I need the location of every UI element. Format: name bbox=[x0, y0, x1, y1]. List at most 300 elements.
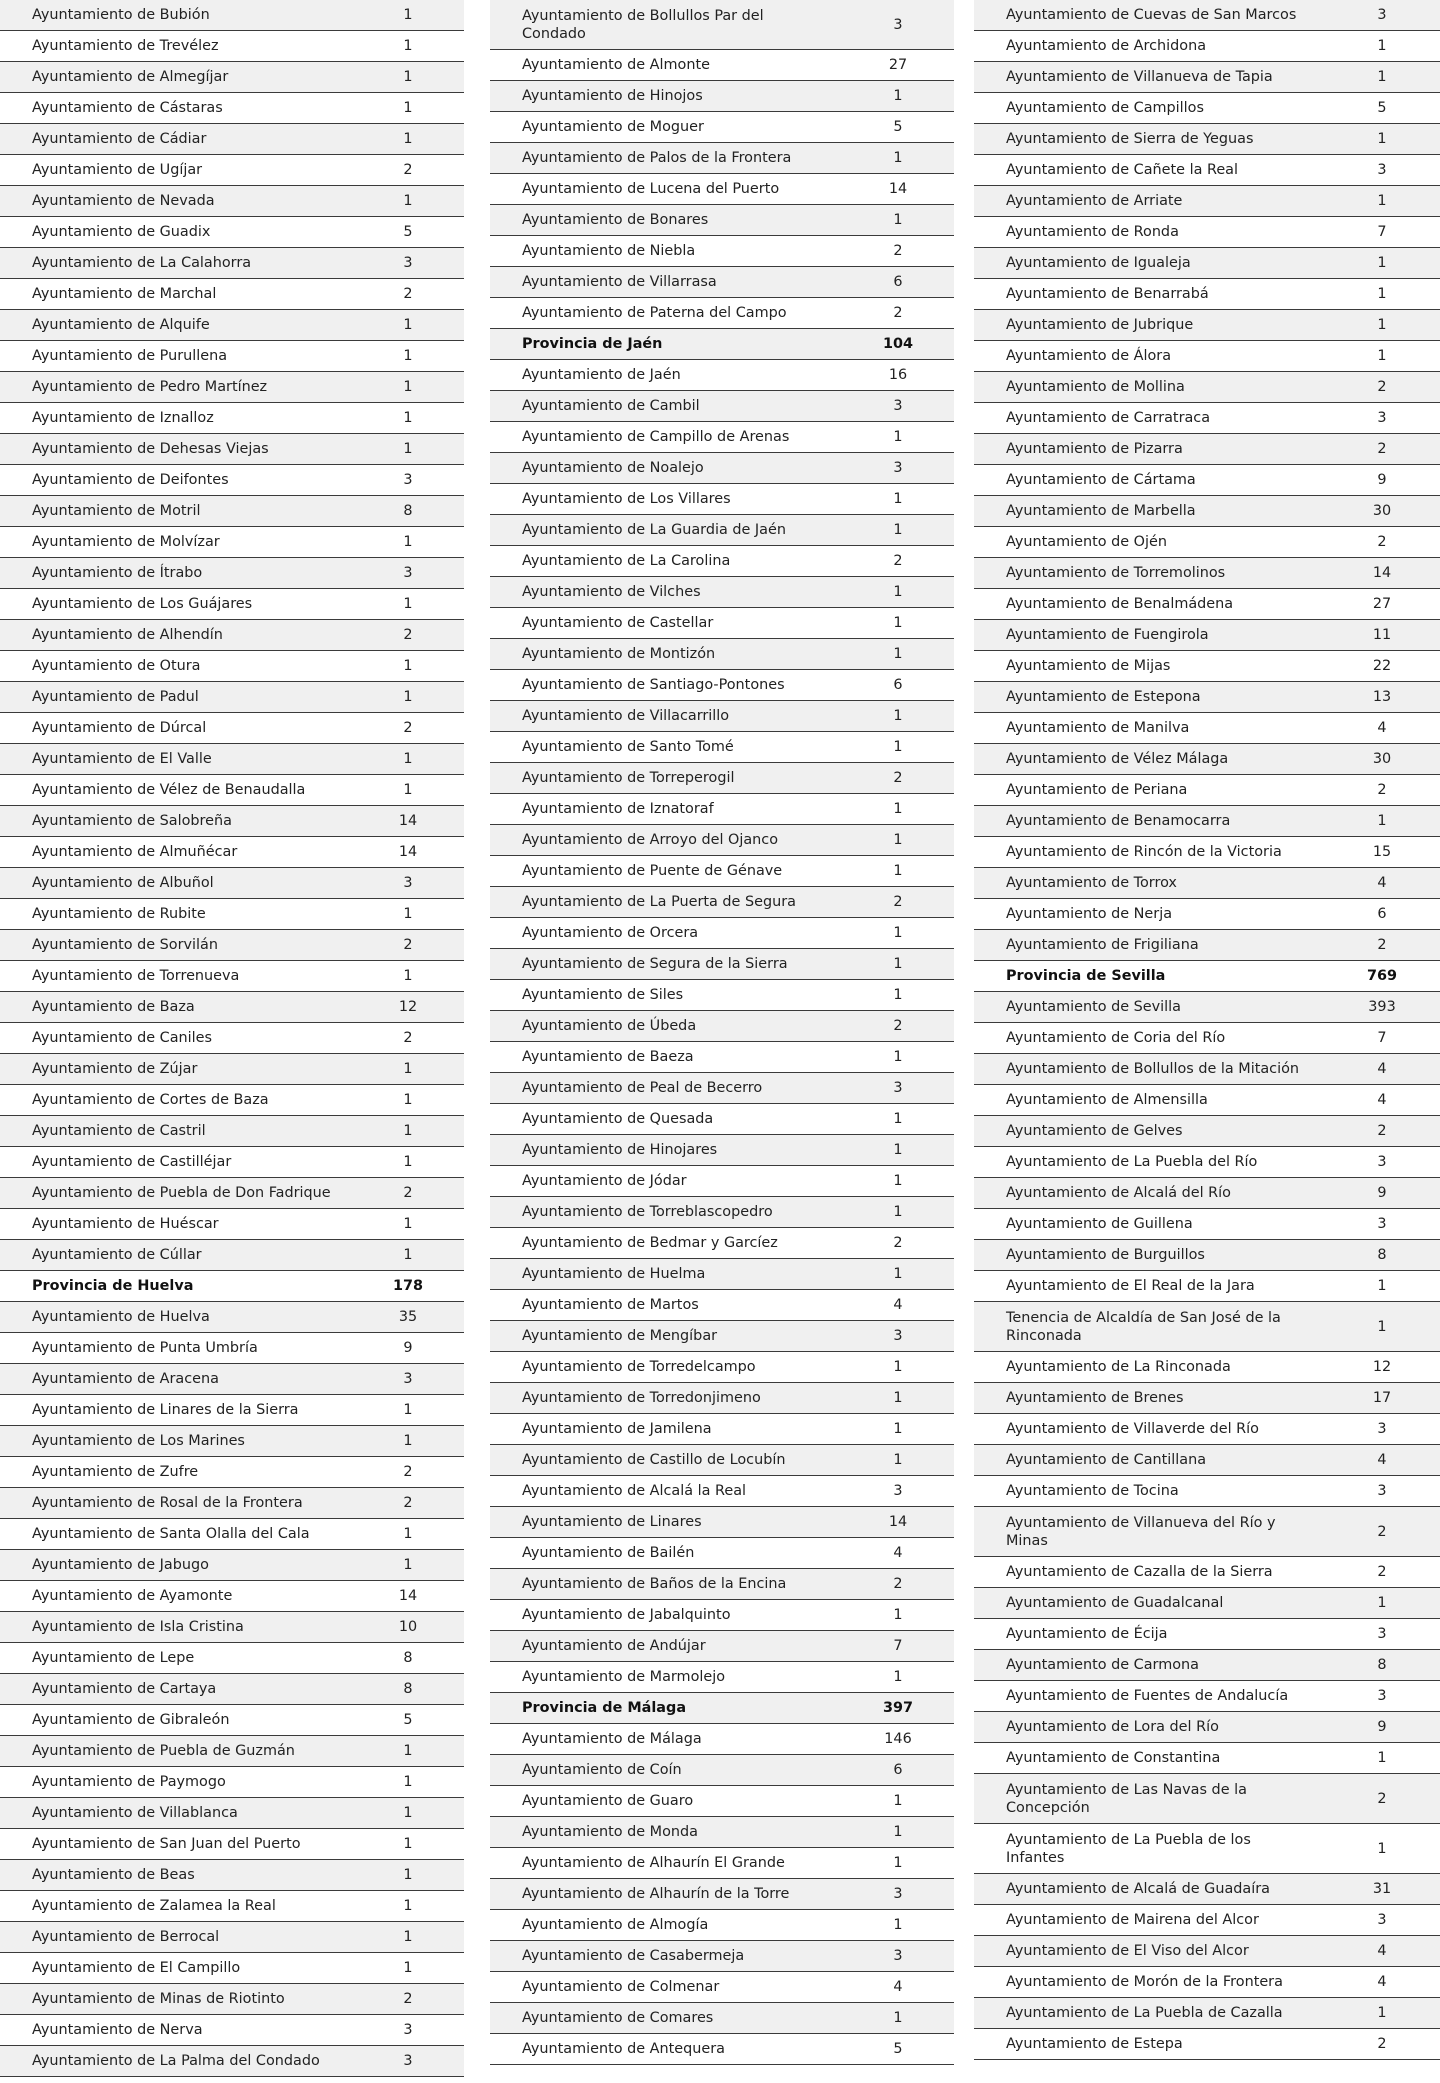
table-row bbox=[490, 298, 954, 329]
table-row bbox=[974, 620, 1440, 651]
row-count: 2 bbox=[893, 305, 903, 321]
table-row bbox=[974, 31, 1440, 62]
row-count: 3 bbox=[1377, 410, 1387, 426]
row-count: 1 bbox=[1377, 2005, 1387, 2021]
municipality-name: Ayuntamiento de Torremolinos bbox=[1006, 565, 1226, 581]
table-row bbox=[974, 775, 1440, 806]
row-count: 1 bbox=[893, 1917, 903, 1933]
row-count: 1 bbox=[403, 193, 413, 209]
table-row bbox=[0, 899, 464, 930]
table-row bbox=[0, 1302, 464, 1333]
table-row bbox=[0, 1705, 464, 1736]
table-row bbox=[974, 930, 1440, 961]
row-count: 1 bbox=[403, 1433, 413, 1449]
municipality-name: Ayuntamiento de Palos de la Frontera bbox=[522, 150, 792, 166]
table-row bbox=[974, 1936, 1440, 1967]
row-count: 3 bbox=[1377, 1154, 1387, 1170]
municipality-name: Ayuntamiento de Iznatoraf bbox=[522, 801, 714, 817]
row-count: 2 bbox=[403, 1464, 413, 1480]
row-count: 3 bbox=[893, 460, 903, 476]
municipality-name: Ayuntamiento de Castillo de Locubín bbox=[522, 1452, 786, 1468]
row-count: 4 bbox=[893, 1545, 903, 1561]
municipality-name: Ayuntamiento de Arriate bbox=[1006, 193, 1183, 209]
table-row bbox=[0, 372, 464, 403]
table-row bbox=[0, 124, 464, 155]
row-count: 1 bbox=[403, 1216, 413, 1232]
row-count: 1 bbox=[893, 212, 903, 228]
row-count: 3 bbox=[1377, 1483, 1387, 1499]
row-count: 1 bbox=[893, 708, 903, 724]
municipality-name: Ayuntamiento de Trevélez bbox=[32, 38, 219, 54]
table-row bbox=[974, 279, 1440, 310]
row-count: 14 bbox=[398, 813, 418, 829]
municipality-name: Ayuntamiento de Marchal bbox=[32, 286, 217, 302]
municipality-name: Ayuntamiento de El Real de la Jara bbox=[1006, 1278, 1255, 1294]
table-row bbox=[974, 1302, 1440, 1352]
row-count: 1 bbox=[403, 1898, 413, 1914]
table-row bbox=[490, 856, 954, 887]
table-row bbox=[0, 434, 464, 465]
row-count: 3 bbox=[893, 16, 903, 33]
municipality-name: Ayuntamiento de Periana bbox=[1006, 782, 1188, 798]
municipality-name: Ayuntamiento de Coín bbox=[522, 1762, 682, 1778]
row-count: 1 bbox=[403, 906, 413, 922]
row-count: 2 bbox=[403, 1991, 413, 2007]
municipality-name: Ayuntamiento de Paterna del Campo bbox=[522, 305, 787, 321]
table-row bbox=[490, 949, 954, 980]
row-count: 1 bbox=[403, 441, 413, 457]
municipality-name: Ayuntamiento de Jabugo bbox=[32, 1557, 209, 1573]
municipality-name: Ayuntamiento de Alcalá del Río bbox=[1006, 1185, 1231, 1201]
municipality-name: Ayuntamiento de Cástaras bbox=[32, 100, 223, 116]
municipality-name: Ayuntamiento de Santo Tomé bbox=[522, 739, 734, 755]
table-row bbox=[0, 2046, 464, 2077]
municipality-name: Ayuntamiento de La Puebla de Cazalla bbox=[1006, 2005, 1283, 2021]
row-count: 3 bbox=[893, 398, 903, 414]
table-row bbox=[490, 608, 954, 639]
table-row bbox=[974, 1967, 1440, 1998]
municipality-name: Ayuntamiento de Padul bbox=[32, 689, 199, 705]
table-row bbox=[974, 1650, 1440, 1681]
municipality-name: Ayuntamiento de Sierra de Yeguas bbox=[1006, 131, 1254, 147]
municipality-name: Ayuntamiento de Baeza bbox=[522, 1049, 694, 1065]
province-name: Provincia de Jaén bbox=[522, 336, 663, 352]
table-row bbox=[974, 217, 1440, 248]
municipality-name: Ayuntamiento de Cádiar bbox=[32, 131, 207, 147]
municipality-name: Ayuntamiento de Vélez Málaga bbox=[1006, 751, 1229, 767]
municipality-name: Ayuntamiento de El Valle bbox=[32, 751, 212, 767]
table-row bbox=[0, 93, 464, 124]
municipality-name: Ayuntamiento de Siles bbox=[522, 987, 684, 1003]
row-count: 1 bbox=[403, 534, 413, 550]
municipality-name: Ayuntamiento de Niebla bbox=[522, 243, 696, 259]
row-count: 14 bbox=[888, 181, 908, 197]
province-total: 769 bbox=[1366, 968, 1398, 984]
municipality-name: Ayuntamiento de Guadix bbox=[32, 224, 211, 240]
municipality-name: Ayuntamiento de Santiago-Pontones bbox=[522, 677, 785, 693]
table-row bbox=[490, 1476, 954, 1507]
table-row bbox=[0, 1736, 464, 1767]
table-column-3 bbox=[974, 0, 1440, 2060]
table-row bbox=[974, 527, 1440, 558]
table-row bbox=[0, 1860, 464, 1891]
row-count: 8 bbox=[403, 503, 413, 519]
municipality-name: Ayuntamiento de Villablanca bbox=[32, 1805, 238, 1821]
table-row bbox=[490, 980, 954, 1011]
table-row bbox=[0, 1798, 464, 1829]
row-count: 2 bbox=[1377, 379, 1387, 395]
row-count: 7 bbox=[1377, 1030, 1387, 1046]
row-count: 12 bbox=[398, 999, 418, 1015]
row-count: 1 bbox=[403, 1867, 413, 1883]
municipality-name: Ayuntamiento de Bollullos de la Mitación bbox=[1006, 1061, 1299, 1077]
row-count: 3 bbox=[893, 1948, 903, 1964]
row-count: 2 bbox=[403, 627, 413, 643]
municipality-name: Ayuntamiento de Campillo de Arenas bbox=[522, 429, 790, 445]
municipality-name: Ayuntamiento de Marmolejo bbox=[522, 1669, 726, 1685]
row-count: 3 bbox=[403, 565, 413, 581]
municipality-name: Ayuntamiento de Morón de la Frontera bbox=[1006, 1974, 1283, 1990]
table-row bbox=[490, 50, 954, 81]
municipality-name: Ayuntamiento de Rubite bbox=[32, 906, 206, 922]
table-row bbox=[490, 205, 954, 236]
municipality-name: Ayuntamiento de Beas bbox=[32, 1867, 195, 1883]
row-count: 2 bbox=[1377, 937, 1387, 953]
municipality-name: Ayuntamiento de Santa Olalla del Cala bbox=[32, 1526, 310, 1542]
municipality-name: Ayuntamiento de Almensilla bbox=[1006, 1092, 1208, 1108]
table-row bbox=[974, 62, 1440, 93]
municipality-name: Ayuntamiento de Punta Umbría bbox=[32, 1340, 258, 1356]
row-count: 13 bbox=[1372, 689, 1392, 705]
municipality-name: Ayuntamiento de Fuentes de Andalucía bbox=[1006, 1688, 1289, 1704]
row-count: 1 bbox=[403, 379, 413, 395]
municipality-name: Ayuntamiento de Puente de Génave bbox=[522, 863, 783, 879]
row-count: 2 bbox=[1377, 534, 1387, 550]
municipality-name: Ayuntamiento de Bonares bbox=[522, 212, 709, 228]
municipality-name: Ayuntamiento de Frigiliana bbox=[1006, 937, 1199, 953]
table-row bbox=[490, 1042, 954, 1073]
municipality-name: Ayuntamiento de Los Villares bbox=[522, 491, 731, 507]
province-total: 178 bbox=[392, 1278, 424, 1294]
table-row bbox=[974, 434, 1440, 465]
table-row bbox=[974, 2029, 1440, 2060]
table-row bbox=[490, 1569, 954, 1600]
table-row bbox=[0, 0, 464, 31]
table-row bbox=[974, 1712, 1440, 1743]
table-row bbox=[490, 670, 954, 701]
municipality-name: Ayuntamiento de Bubión bbox=[32, 7, 210, 23]
table-row bbox=[0, 31, 464, 62]
municipality-name: Ayuntamiento de Coria del Río bbox=[1006, 1030, 1226, 1046]
row-count: 3 bbox=[1377, 7, 1387, 23]
row-count: 1 bbox=[1377, 69, 1387, 85]
row-count: 4 bbox=[1377, 1974, 1387, 1990]
table-row bbox=[490, 1445, 954, 1476]
table-row bbox=[974, 248, 1440, 279]
row-count: 3 bbox=[1377, 1626, 1387, 1642]
row-count: 1 bbox=[403, 1092, 413, 1108]
table-row bbox=[490, 1724, 954, 1755]
row-count: 3 bbox=[1377, 1421, 1387, 1437]
row-count: 35 bbox=[398, 1309, 418, 1325]
row-count: 9 bbox=[403, 1340, 413, 1356]
table-row bbox=[974, 1271, 1440, 1302]
table-row bbox=[974, 93, 1440, 124]
municipality-name: Ayuntamiento de Benalmádena bbox=[1006, 596, 1234, 612]
row-count: 1 bbox=[893, 1669, 903, 1685]
table-row bbox=[0, 1364, 464, 1395]
row-count: 2 bbox=[1377, 441, 1387, 457]
row-count: 1 bbox=[403, 1123, 413, 1139]
table-row bbox=[0, 1643, 464, 1674]
table-row bbox=[974, 1383, 1440, 1414]
table-row bbox=[0, 1674, 464, 1705]
row-count: 1 bbox=[403, 1526, 413, 1542]
row-count: 8 bbox=[403, 1681, 413, 1697]
municipality-name: Ayuntamiento de Jaén bbox=[522, 367, 681, 383]
row-count: 1 bbox=[893, 615, 903, 631]
municipality-name: Ayuntamiento de Almuñécar bbox=[32, 844, 238, 860]
table-row bbox=[0, 248, 464, 279]
table-row bbox=[974, 186, 1440, 217]
table-row bbox=[0, 1240, 464, 1271]
table-row bbox=[0, 930, 464, 961]
row-count: 5 bbox=[893, 119, 903, 135]
row-count: 1 bbox=[1377, 1278, 1387, 1294]
municipality-name: Ayuntamiento de Torreperogil bbox=[522, 770, 735, 786]
row-count: 1 bbox=[893, 491, 903, 507]
table-row bbox=[490, 1879, 954, 1910]
municipality-name: Ayuntamiento de Jódar bbox=[522, 1173, 687, 1189]
municipality-name: Ayuntamiento de Villacarrillo bbox=[522, 708, 730, 724]
municipality-name: Ayuntamiento de Salobreña bbox=[32, 813, 232, 829]
table-row bbox=[490, 143, 954, 174]
table-row bbox=[0, 589, 464, 620]
municipality-name: Ayuntamiento de Torredelcampo bbox=[522, 1359, 756, 1375]
table-row bbox=[0, 806, 464, 837]
municipality-name: Ayuntamiento de Manilva bbox=[1006, 720, 1190, 736]
row-count: 1 bbox=[403, 131, 413, 147]
row-count: 2 bbox=[1377, 2036, 1387, 2052]
table-row bbox=[490, 1848, 954, 1879]
table-row bbox=[0, 341, 464, 372]
row-count: 4 bbox=[1377, 875, 1387, 891]
row-count: 1 bbox=[403, 69, 413, 85]
table-row bbox=[490, 1414, 954, 1445]
municipality-name: Ayuntamiento de Ojén bbox=[1006, 534, 1167, 550]
municipality-name: Ayuntamiento de Écija bbox=[1006, 1626, 1168, 1642]
table-row bbox=[490, 1600, 954, 1631]
province-name: Provincia de Huelva bbox=[32, 1278, 194, 1294]
row-count: 2 bbox=[893, 243, 903, 259]
municipality-name: Ayuntamiento de Zufre bbox=[32, 1464, 199, 1480]
municipality-name: Ayuntamiento de Lucena del Puerto bbox=[522, 181, 780, 197]
table-row bbox=[974, 1178, 1440, 1209]
table-row bbox=[0, 868, 464, 899]
municipality-name: Ayuntamiento de Aracena bbox=[32, 1371, 219, 1387]
row-count: 1 bbox=[403, 100, 413, 116]
row-count: 31 bbox=[1372, 1881, 1392, 1897]
table-row bbox=[0, 1922, 464, 1953]
table-row bbox=[0, 651, 464, 682]
municipality-name: Ayuntamiento de Fuengirola bbox=[1006, 627, 1209, 643]
table-row bbox=[974, 1476, 1440, 1507]
row-count: 1 bbox=[1377, 131, 1387, 147]
table-row bbox=[490, 1662, 954, 1693]
row-count: 1 bbox=[403, 751, 413, 767]
province-row bbox=[0, 1271, 464, 1302]
table-row bbox=[490, 1166, 954, 1197]
table-row bbox=[0, 1984, 464, 2015]
municipality-name: Ayuntamiento de Tocina bbox=[1006, 1483, 1179, 1499]
municipality-name: Ayuntamiento de Andújar bbox=[522, 1638, 706, 1654]
table-row bbox=[490, 918, 954, 949]
municipality-name: Ayuntamiento de Ítrabo bbox=[32, 565, 203, 581]
municipality-name: Ayuntamiento de Burguillos bbox=[1006, 1247, 1205, 1263]
row-count: 16 bbox=[888, 367, 908, 383]
municipality-name: Ayuntamiento de Bailén bbox=[522, 1545, 695, 1561]
municipality-name: Ayuntamiento de El Campillo bbox=[32, 1960, 241, 1976]
table-row bbox=[974, 837, 1440, 868]
municipality-name: Ayuntamiento de Alcalá la Real bbox=[522, 1483, 747, 1499]
municipality-name: Ayuntamiento de Antequera bbox=[522, 2041, 725, 2057]
municipality-name: Ayuntamiento de Alhendín bbox=[32, 627, 223, 643]
table-row bbox=[0, 1457, 464, 1488]
municipality-name: Ayuntamiento de Colmenar bbox=[522, 1979, 720, 1995]
municipality-name: Ayuntamiento de Baños de la Encina bbox=[522, 1576, 787, 1592]
table-row bbox=[974, 155, 1440, 186]
municipality-name: Ayuntamiento de Puebla de Don Fadrique bbox=[32, 1185, 331, 1201]
table-row bbox=[0, 310, 464, 341]
row-count: 12 bbox=[1372, 1359, 1392, 1375]
municipality-name: Ayuntamiento de Sevilla bbox=[1006, 999, 1181, 1015]
row-count: 1 bbox=[1377, 1318, 1387, 1335]
table-row bbox=[974, 1352, 1440, 1383]
table-row bbox=[490, 701, 954, 732]
row-count: 2 bbox=[403, 1185, 413, 1201]
municipality-name: Ayuntamiento de Constantina bbox=[1006, 1750, 1221, 1766]
row-count: 1 bbox=[893, 1049, 903, 1065]
row-count: 2 bbox=[893, 1018, 903, 1034]
municipality-name: Ayuntamiento de Lepe bbox=[32, 1650, 195, 1666]
row-count: 146 bbox=[884, 1731, 912, 1747]
row-count: 3 bbox=[1377, 162, 1387, 178]
municipality-name: Ayuntamiento de Dehesas Viejas bbox=[32, 441, 269, 457]
table-row bbox=[974, 124, 1440, 155]
row-count: 1 bbox=[1377, 193, 1387, 209]
table-row bbox=[490, 422, 954, 453]
row-count: 1 bbox=[1377, 38, 1387, 54]
table-row bbox=[0, 496, 464, 527]
row-count: 1 bbox=[403, 1154, 413, 1170]
row-count: 1 bbox=[893, 1204, 903, 1220]
municipality-name: Ayuntamiento de Almogía bbox=[522, 1917, 709, 1933]
row-count: 14 bbox=[398, 844, 418, 860]
row-count: 2 bbox=[403, 937, 413, 953]
municipality-name: Ayuntamiento de Hinojares bbox=[522, 1142, 718, 1158]
row-count: 6 bbox=[1377, 906, 1387, 922]
municipality-name: Ayuntamiento de Castilléjar bbox=[32, 1154, 232, 1170]
municipality-name: Ayuntamiento de Villanueva de Tapia bbox=[1006, 69, 1273, 85]
table-row bbox=[490, 763, 954, 794]
table-row bbox=[490, 1073, 954, 1104]
table-row bbox=[974, 682, 1440, 713]
municipality-name: Ayuntamiento de Vilches bbox=[522, 584, 701, 600]
table-row bbox=[974, 1743, 1440, 1774]
municipality-name: Ayuntamiento de Cártama bbox=[1006, 472, 1196, 488]
row-count: 1 bbox=[893, 1421, 903, 1437]
table-row bbox=[974, 1619, 1440, 1650]
municipality-name: Ayuntamiento de Álora bbox=[1006, 348, 1172, 364]
row-count: 2 bbox=[893, 553, 903, 569]
municipality-name: Ayuntamiento de Cambil bbox=[522, 398, 700, 414]
row-count: 1 bbox=[1377, 1840, 1387, 1857]
table-row bbox=[490, 1507, 954, 1538]
row-count: 9 bbox=[1377, 472, 1387, 488]
municipality-name: Ayuntamiento de Cañete la Real bbox=[1006, 162, 1238, 178]
table-row bbox=[490, 1228, 954, 1259]
municipality-name: Ayuntamiento de Alquife bbox=[32, 317, 210, 333]
municipality-name: Ayuntamiento de Cazalla de la Sierra bbox=[1006, 1564, 1273, 1580]
municipality-name: Ayuntamiento de Peal de Becerro bbox=[522, 1080, 763, 1096]
municipality-name: Ayuntamiento de Almegíjar bbox=[32, 69, 229, 85]
municipality-name: Ayuntamiento de Nerva bbox=[32, 2022, 203, 2038]
table-row bbox=[490, 484, 954, 515]
table-row bbox=[490, 546, 954, 577]
row-count: 1 bbox=[893, 1824, 903, 1840]
row-count: 7 bbox=[1377, 224, 1387, 240]
table-row bbox=[490, 732, 954, 763]
row-count: 1 bbox=[893, 956, 903, 972]
row-count: 1 bbox=[893, 1607, 903, 1623]
table-row bbox=[974, 992, 1440, 1023]
municipality-name: Ayuntamiento de Iznalloz bbox=[32, 410, 214, 426]
table-row bbox=[974, 744, 1440, 775]
row-count: 3 bbox=[1377, 1688, 1387, 1704]
municipality-name: Ayuntamiento de Cúllar bbox=[32, 1247, 202, 1263]
table-row bbox=[490, 2034, 954, 2065]
row-count: 4 bbox=[1377, 720, 1387, 736]
municipality-name: Ayuntamiento de Cantillana bbox=[1006, 1452, 1207, 1468]
municipality-name: Ayuntamiento de Los Guájares bbox=[32, 596, 253, 612]
table-row bbox=[0, 279, 464, 310]
row-count: 1 bbox=[1377, 255, 1387, 271]
municipality-name: Ayuntamiento de Jamilena bbox=[522, 1421, 712, 1437]
table-row bbox=[974, 1085, 1440, 1116]
table-row bbox=[0, 775, 464, 806]
row-count: 1 bbox=[893, 987, 903, 1003]
table-row bbox=[974, 899, 1440, 930]
row-count: 1 bbox=[403, 1805, 413, 1821]
municipality-name: Ayuntamiento de Huelva bbox=[32, 1309, 210, 1325]
table-row bbox=[490, 1352, 954, 1383]
table-row bbox=[974, 372, 1440, 403]
municipality-name: Ayuntamiento de La Puebla del Río bbox=[1006, 1154, 1258, 1170]
table-row bbox=[490, 0, 954, 50]
municipality-name: Ayuntamiento de Málaga bbox=[522, 1731, 702, 1747]
table-row bbox=[974, 1209, 1440, 1240]
row-count: 3 bbox=[893, 1483, 903, 1499]
municipality-name: Ayuntamiento de Monda bbox=[522, 1824, 698, 1840]
province-row bbox=[490, 329, 954, 360]
municipality-name: Ayuntamiento de Noalejo bbox=[522, 460, 704, 476]
municipality-name: Ayuntamiento de Ayamonte bbox=[32, 1588, 233, 1604]
table-row bbox=[974, 1557, 1440, 1588]
municipality-name: Ayuntamiento de Benamocarra bbox=[1006, 813, 1231, 829]
row-count: 1 bbox=[403, 1743, 413, 1759]
municipality-name: Ayuntamiento de La Puebla de los Infantes bbox=[1006, 1831, 1251, 1866]
row-count: 1 bbox=[403, 1774, 413, 1790]
